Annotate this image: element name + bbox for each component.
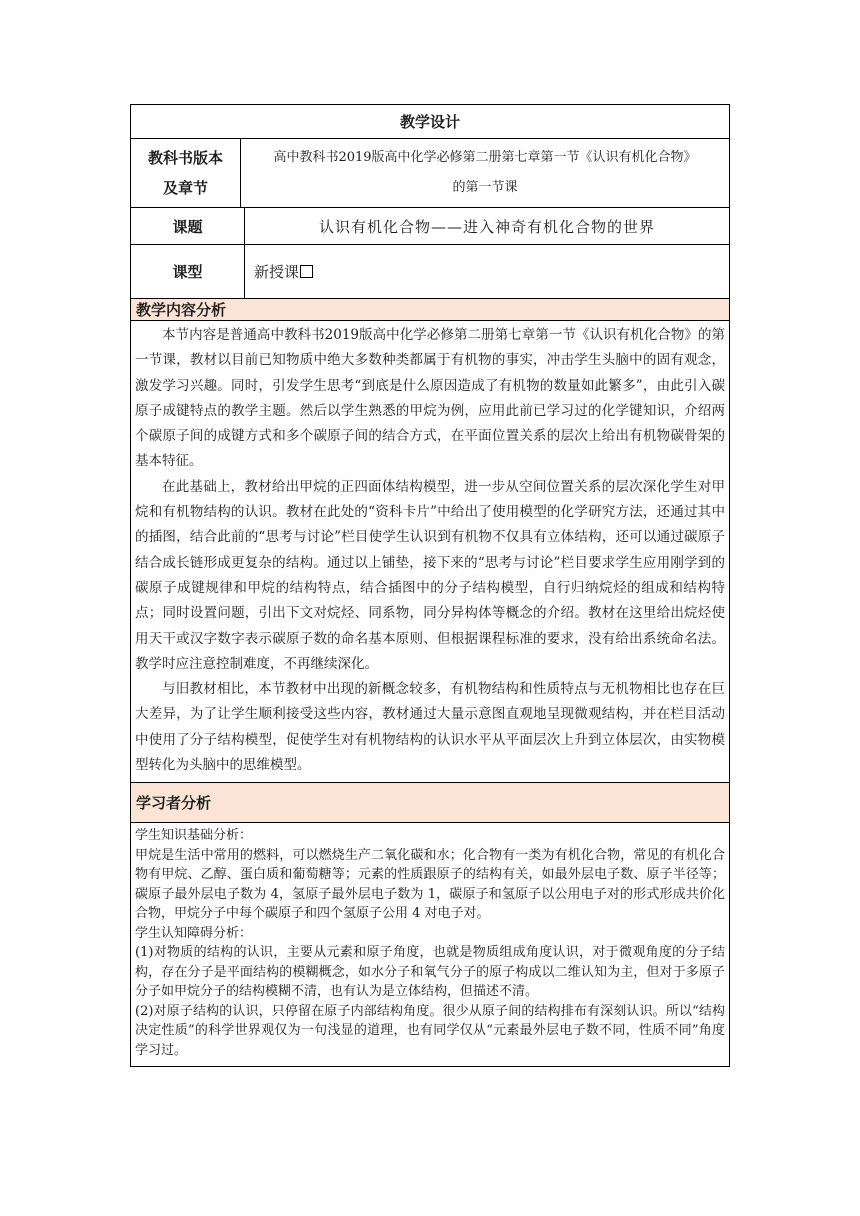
edition-value-line2: 的第一节课	[452, 180, 518, 195]
lesson-type-value-cell	[245, 245, 729, 298]
content-paragraph: 在此基础上，教材给出甲烷的正四面体结构模型，进一步从空间位置关系的层次深化学生对甲烷和有机物结构的认识。教材在此处的“资科卡片”中给出了使用模型的化学研究方法，还通过其中的插图，结合此前的“思考与讨论”栏目使学生认识到有机物不仅具有立体结构，还可以通过碳原子结合成长链形成更复杂的结构。通过以上铺垫，接下来的“思考与讨论”栏目要求学生应用刚学到的碳原子成键规律和甲烷的结构特点，结合插图中的分子结构模型，自行归纳烷烃的组成和结构特点；同时设置问题，引出下文对烷烃、同系物，同分异构体等概念的介绍。教材在这里给出烷烃使用天干或汉字数字表示碳原子数的命名基本原则、但根据课程标准的要求，没有给出系统命名法。教学时应注意控制难度，不再继续深化。	[135, 478, 725, 672]
lesson-plan-table	[130, 104, 730, 1067]
checkbox-icon[interactable]	[300, 265, 313, 278]
learner-line: 甲烷是生活中常用的燃料，可以燃烧生产二氧化碳和水；化合物有一类为有机化合物，常见的有机化合物有甲烷、乙醇、蛋白质和葡萄糖等；元素的性质跟原子的结构有关，如最外层电子数、原子半径等；碳原子最外层电子数为 4，氢原子最外层电子数为 1，碳原子和氢原子以公用电子对的形式形成共价化合物，甲烷分子中每个碳原子和四个氢原子公用 4 对电子对。	[135, 847, 725, 922]
document-title: 教学设计	[131, 105, 729, 139]
edition-value	[241, 139, 729, 207]
learner-analysis-body	[131, 823, 729, 1066]
topic-row	[131, 208, 729, 245]
content-paragraph: 与旧教材相比，本节教材中出现的新概念较多，有机物结构和性质特点与无机物相比也存在巨大差异，为了让学生顺利接受这些内容，教材通过大量示意图直观地呈现微观结构，并在栏目活动中使用了分子结构模型，促使学生对有机物结构的认识水平从平面层次上升到立体层次，由实物模型转化为头脑中的思维模型。	[135, 681, 725, 774]
edition-value-line1: 高中教科书2019版高中化学必修第二册第七章第一节《认识有机化合物》	[273, 150, 697, 165]
learner-line: (2)对原子结构的认识，只停留在原子内部结构角度。很少从原子间的结构排布有深刻认识。所以“结构决定性质”的科学世界观仅为一句浅显的道理，也有同学仅从“元素最外层电子数不同，性质不同”角度学习过。	[135, 1003, 725, 1058]
learner-line: (1)对物质的结构的认识，主要从元素和原子角度，也就是物质组成角度认识，对于微观角度的分子结构，存在分子是平面结构的模糊概念，如水分子和氧气分子的原子构成以二维认知为主，但对于多原子分子如甲烷分子的结构模糊不清，也有认为是立体结构，但描述不清。	[135, 945, 725, 1000]
learner-analysis-heading: 学习者分析	[131, 783, 729, 823]
edition-label-line1: 教科书版本	[147, 149, 223, 167]
content-analysis-body	[131, 321, 729, 783]
topic-value: 认识有机化合物——进入神奇有机化合物的世界	[318, 217, 655, 236]
learner-line: 学生知识基础分析：	[135, 828, 253, 844]
topic-label: 课题	[131, 208, 245, 244]
lesson-type-row	[131, 245, 729, 299]
lesson-type-label: 课型	[131, 245, 245, 298]
edition-label-line2: 及章节	[162, 179, 208, 197]
edition-row	[131, 139, 729, 208]
content-paragraph: 本节内容是普通高中教科书2019版高中化学必修第二册第七章第一节《认识有机化合物》的第一节课，教材以目前已知物质中绝大多数种类都属于有机物的事实，冲击学生头脑中的固有观念，激发学习兴趣。同时，引发学生思考“到底是什么原因造成了有机物的数量如此繁多”，由此引入碳原子成键特点的教学主题。然后以学生熟悉的甲烷为例，应用此前已学习过的化学键知识，介绍两个碳原子间的成键方式和多个碳原子间的结合方式，在平面位置关系的层次上给出有机物碳骨架的基本特征。	[135, 327, 725, 470]
lesson-type-value: 新授课	[254, 263, 300, 281]
learner-line: 学生认知障碍分析：	[135, 925, 253, 941]
content-analysis-heading: 教学内容分析	[131, 299, 729, 321]
edition-label	[131, 139, 241, 207]
